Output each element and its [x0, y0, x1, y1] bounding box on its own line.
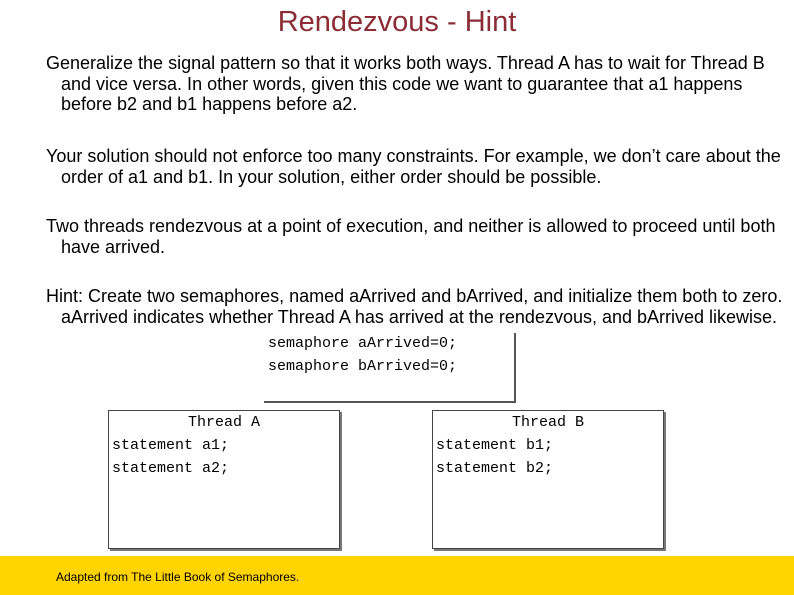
thread-a-statement-1: statement a1;	[112, 437, 230, 454]
semaphore-a-line: semaphore aArrived=0;	[268, 335, 458, 352]
footer-attribution: Adapted from The Little Book of Semaphores.	[56, 570, 300, 584]
thread-a-statement-2: statement a2;	[112, 460, 230, 477]
thread-a-header: Thread A	[187, 414, 260, 431]
thread-a-box	[108, 410, 340, 549]
semaphore-b-line: semaphore bArrived=0;	[268, 358, 458, 375]
thread-b-header: Thread B	[511, 414, 584, 431]
thread-b-box	[432, 410, 664, 549]
thread-b-statement-1: statement b1;	[436, 437, 554, 454]
slide-title: Rendezvous - Hint	[277, 6, 517, 38]
paragraph-constraints: Your solution should not enforce too many constraints. For example, we don’t care about the order of a1 and b1. In your solution, either order should be possible.	[46, 146, 781, 187]
thread-b-statement-2: statement b2;	[436, 460, 554, 477]
footer-band	[0, 556, 794, 595]
paragraph-signal-pattern: Generalize the signal pattern so that it works both ways. Thread A has to wait for Thread B and vice versa. In other words, given this code we want to guarantee that a1 happens before b2 and b1 happens before a2.	[46, 53, 765, 114]
paragraph-hint: Hint: Create two semaphores, named aArrived and bArrived, and initialize them both to zero. aArrived indicates whether Thread A has arrived at the rendezvous, and bArrived likewise.	[46, 286, 783, 327]
paragraph-rendezvous-definition: Two threads rendezvous at a point of execution, and neither is allowed to proceed until both have arrived.	[46, 216, 776, 257]
